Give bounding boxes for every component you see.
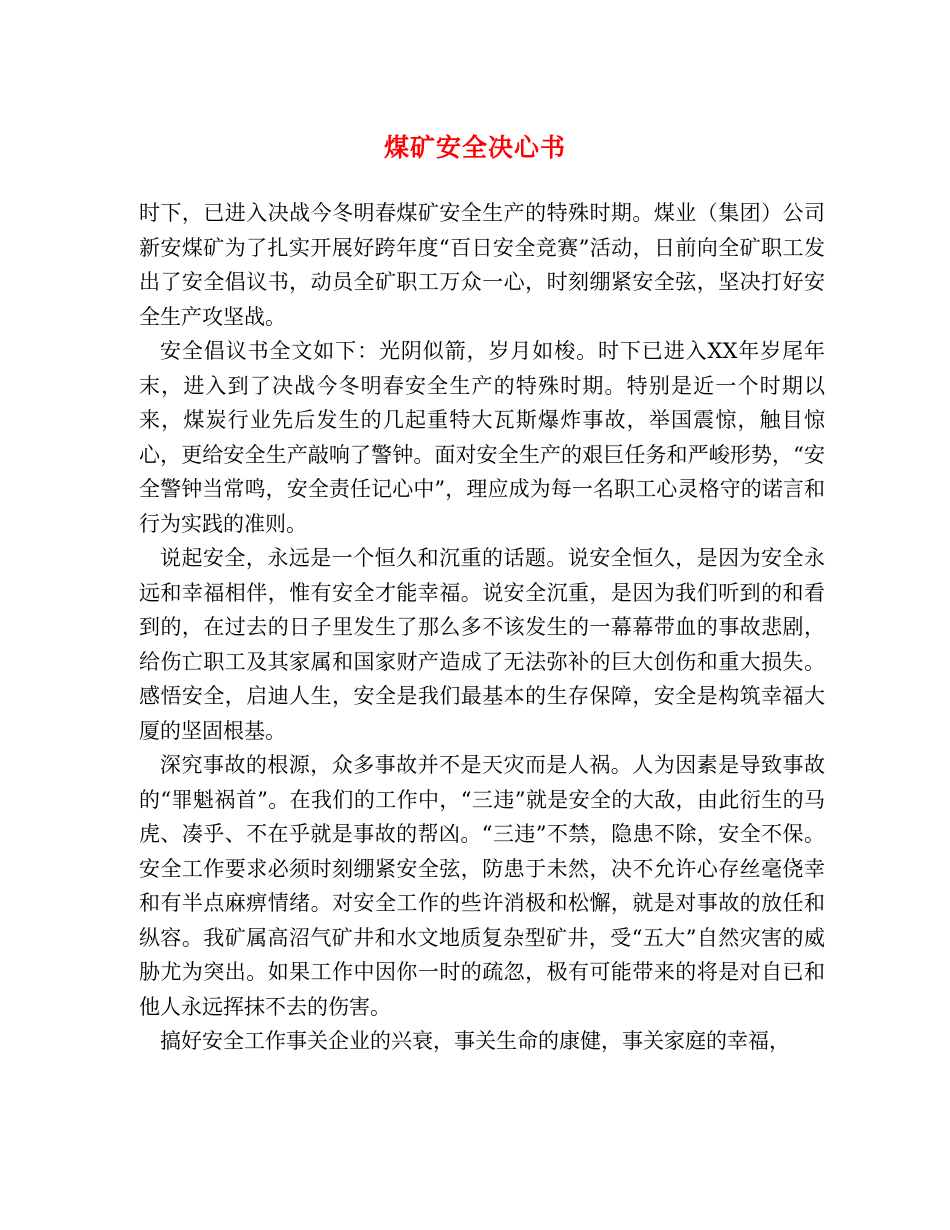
document-title: 煤矿安全决心书 <box>383 133 566 162</box>
paragraph-intro: 时下，已进入决战今冬明春煤矿安全生产的特殊时期。煤业（集团）公司新安煤矿为了扎实开展好跨年度“百日安全竞赛”活动，日前向全矿职工发出了安全倡议书，动员全矿职工万众一心，时刻绷紧安全弦，坚决打好安全生产攻坚战。 <box>139 201 825 329</box>
paragraph-closing: 搞好安全工作事关企业的兴衰，事关生命的康健，事关家庭的幸福， <box>160 1029 790 1053</box>
paragraph-safety-topic: 说起安全，永远是一个恒久和沉重的话题。说安全恒久，是因为安全永远和幸福相伴，惟有安全才能幸福。说安全沉重，是因为我们听到的和看到的，在过去的日子里发生了那么多不该发生的一幕幕带血的事故悲剧，给伤亡职工及其家属和国家财产造成了无法弥补的巨大创伤和重大损失。感悟安全，启迪人生，安全是我们最基本的生存保障，安全是构筑幸福大厦的坚固根基。 <box>139 546 825 743</box>
paragraph-accident-causes: 深究事故的根源，众多事故并不是天灾而是人祸。人为因素是导致事故的“罪魁祸首”。在我们的工作中，“三违”就是安全的大敌，由此衍生的马虎、凑乎、不在乎就是事故的帮凶。“三违”不禁，隐患不除，安全不保。安全工作要求必须时刻绷紧安全弦，防患于未然，决不允许心存丝毫侥幸和有半点麻痹情绪。对安全工作的些许消极和松懈，就是对事故的放任和纵容。我矿属高沼气矿井和水文地质复杂型矿井，受“五大”自然灾害的威胁尤为突出。如果工作中因你一时的疏忽，极有可能带来的将是对自已和他人永远挥抹不去的伤害。 <box>139 753 825 1019</box>
paragraph-proposal: 安全倡议书全文如下：光阴似箭，岁月如梭。时下已进入XX年岁尾年末，进入到了决战今冬明春安全生产的特殊时期。特别是近一个时期以来，煤炭行业先后发生的几起重特大瓦斯爆炸事故，举国震惊，触目惊心，更给安全生产敲响了警钟。面对安全生产的艰巨任务和严峻形势，“安全警钟当常鸣，安全责任记心中”，理应成为每一名职工心灵格守的诺言和行为实践的准则。 <box>139 339 825 536</box>
document-body <box>139 196 825 1059</box>
